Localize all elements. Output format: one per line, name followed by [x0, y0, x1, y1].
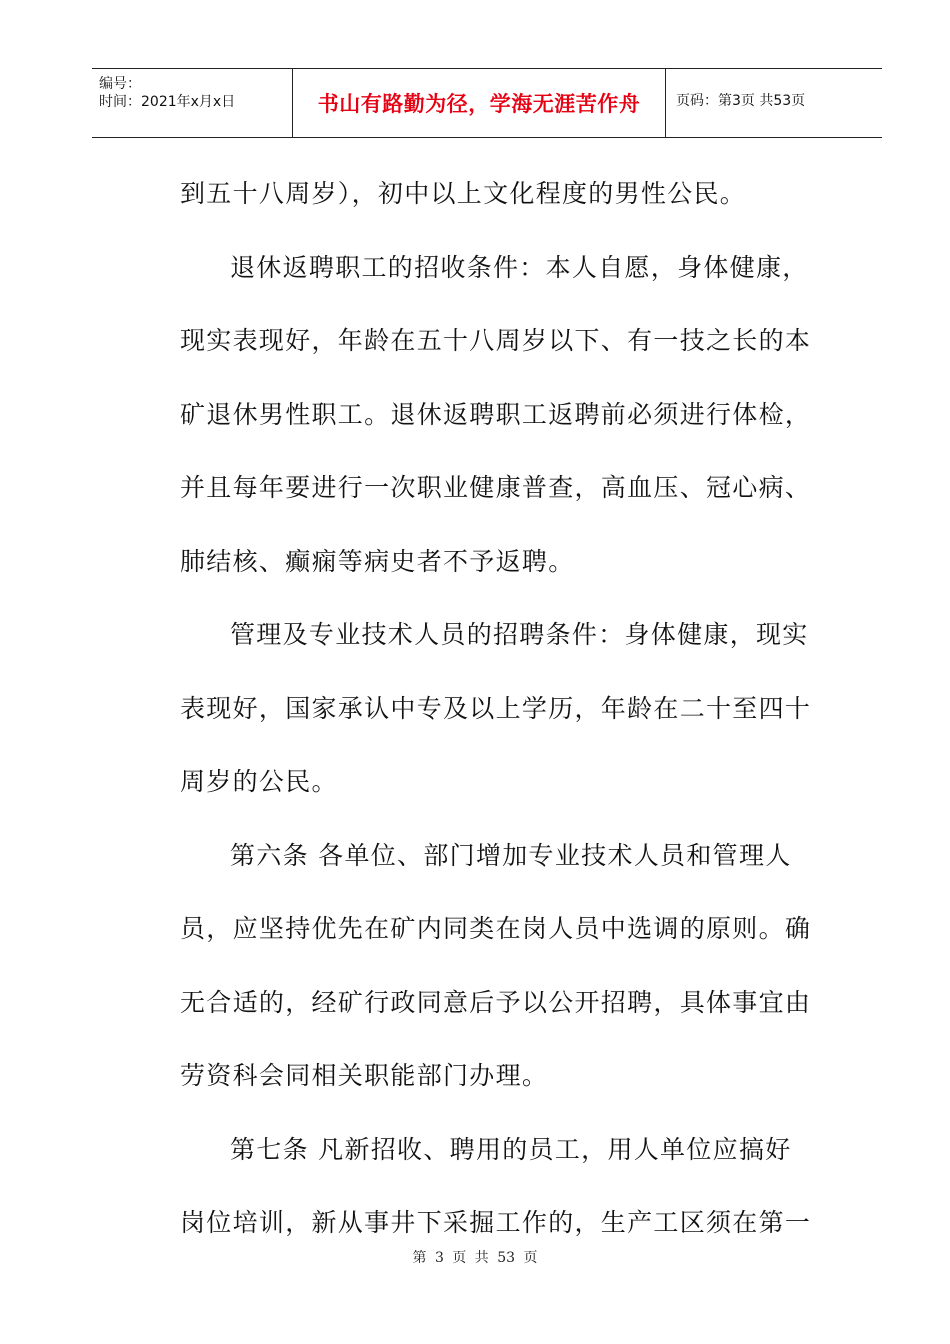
- body-text-line: 现实表现好，年龄在五十八周岁以下、有一技之长的本: [180, 326, 812, 355]
- header-meta-cell: [92, 69, 293, 137]
- body-text-line: 肺结核、癫痫等病史者不予返聘。: [180, 546, 575, 576]
- body-text-line: 到五十八周岁），初中以上文化程度的男性公民。: [180, 179, 747, 208]
- body-text-line: 无合适的，经矿行政同意后予以公开招聘，具体事宜由: [180, 987, 812, 1017]
- page-header: [92, 68, 882, 138]
- page-footer: 第 3 页 共 53 页: [412, 1250, 538, 1266]
- body-text-line: 退休返聘职工的招收条件：本人自愿，身体健康，: [230, 252, 809, 282]
- body-text-line: 管理及专业技术人员的招聘条件：身体健康，现实: [230, 620, 809, 649]
- body-text-line: 第六条 各单位、部门增加专业技术人员和管理人: [230, 840, 792, 870]
- body-text-line: 矿退休男性职工。退休返聘职工返聘前必须进行体检，: [180, 399, 812, 429]
- header-motto: 书山有路勤为径，学海无涯苦作舟: [293, 69, 666, 137]
- document-time-label: 时间：2021年x月x日: [99, 94, 236, 110]
- body-text-line: 并且每年要进行一次职业健康普查，高血压、冠心病、: [180, 473, 812, 502]
- body-text-line: 员，应坚持优先在矿内同类在岗人员中选调的原则。确: [180, 914, 812, 943]
- body-text-line: 表现好，国家承认中专及以上学历，年龄在二十至四十: [180, 693, 812, 723]
- header-page-info: 页码：第3页 共53页: [676, 93, 806, 109]
- body-text-line: 岗位培训，新从事井下采掘工作的，生产工区须在第一: [180, 1208, 812, 1237]
- body-text-line: 第七条 凡新招收、聘用的员工，用人单位应搞好: [230, 1134, 792, 1164]
- document-number-label: 编号：: [99, 76, 141, 92]
- body-text-line: 劳资科会同相关职能部门办理。: [180, 1061, 549, 1090]
- document-body: [180, 166, 812, 1269]
- body-text-line: 周岁的公民。: [180, 767, 338, 796]
